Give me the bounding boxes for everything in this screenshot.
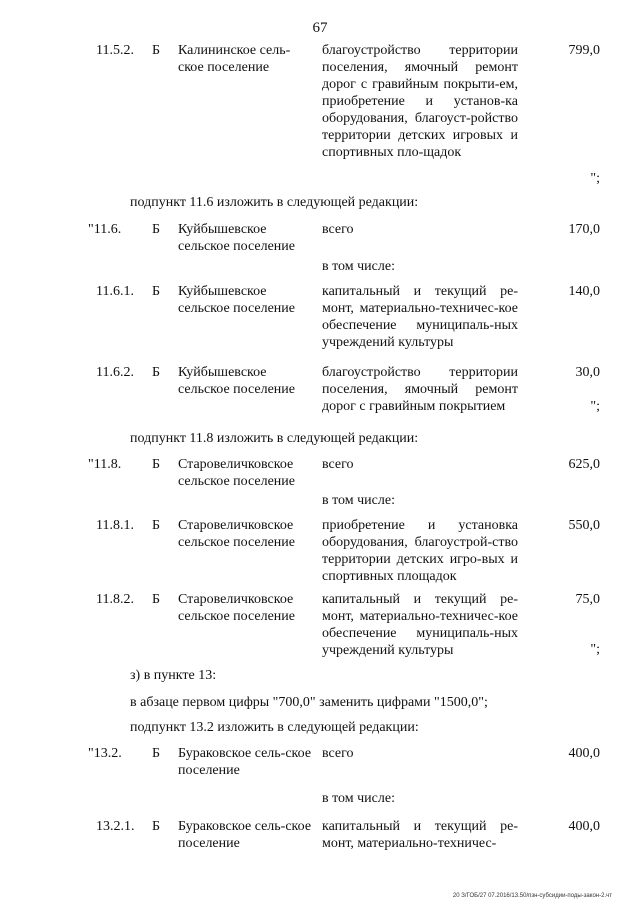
purpose-description: капитальный и текущий ре-монт, материально-техничес-кое обеспечение муниципаль-ных учреждений культуры [322, 284, 518, 350]
item-letter: Б [152, 457, 161, 472]
amount: 140,0 [568, 284, 600, 299]
amount: 75,0 [575, 592, 600, 607]
item-letter: Б [152, 365, 161, 380]
purpose-description: всего [322, 457, 354, 472]
settlement-name: Бураковское сель-ское поселение [178, 819, 312, 851]
item-number: 11.6.2. [96, 365, 134, 380]
settlement-name: Старовеличковское сельское поселение [178, 518, 295, 550]
amount: 799,0 [568, 43, 600, 58]
page-number: 67 [312, 20, 328, 36]
item-letter: Б [152, 222, 161, 237]
purpose-description: капитальный и текущий ре-монт, материально-техничес-кое обеспечение муниципаль-ных учреждений культуры [322, 592, 518, 658]
closing-quote: "; [590, 399, 600, 414]
settlement-name: Старовеличковское сельское поселение [178, 592, 295, 624]
subheading: в том числе: [322, 493, 395, 508]
subheading: в том числе: [322, 259, 395, 274]
item-number: 11.8.1. [96, 518, 134, 533]
closing-quote: "; [590, 642, 600, 657]
purpose-description: всего [322, 746, 354, 761]
item-number: "11.8. [88, 457, 122, 472]
purpose-description: благоустройство территории поселения, ямочный ремонт дорог с гравийным покрыти-ем, приобретение и установ-ка оборудования, благоуст-ройство территории детских игровых и спортивных пло-щадок [322, 43, 518, 160]
amount: 400,0 [568, 819, 600, 834]
item-letter: Б [152, 592, 161, 607]
amount: 30,0 [575, 365, 600, 380]
settlement-name: Куйбышевское сельское поселение [178, 222, 295, 254]
item-letter: Б [152, 518, 161, 533]
purpose-description: капитальный и текущий ре-монт, материально-техничес- [322, 819, 518, 851]
settlement-name: Калининское сель-ское поселение [178, 43, 291, 75]
item-number: 11.8.2. [96, 592, 134, 607]
paragraph: подпункт 11.6 изложить в следующей редакции: [130, 195, 419, 210]
item-letter: Б [152, 284, 161, 299]
item-letter: Б [152, 819, 161, 834]
item-number: "11.6. [88, 222, 122, 237]
item-number: "13.2. [88, 746, 122, 761]
settlement-name: Куйбышевское сельское поселение [178, 365, 295, 397]
closing-quote: "; [590, 171, 600, 186]
subheading: в том числе: [322, 791, 395, 806]
paragraph: подпункт 11.8 изложить в следующей редакции: [130, 431, 419, 446]
purpose-description: приобретение и установка оборудования, благоустрой-ство территории детских игро-вых и спортивных площадок [322, 518, 518, 584]
amount: 400,0 [568, 746, 600, 761]
settlement-name: Куйбышевское сельское поселение [178, 284, 295, 316]
paragraph: подпункт 13.2 изложить в следующей редакции: [130, 720, 419, 735]
purpose-description: благоустройство территории поселения, ямочный ремонт дорог с гравийным покрытием [322, 365, 518, 414]
settlement-name: Бураковское сель-ское поселение [178, 746, 312, 778]
settlement-name: Старовеличковское сельское поселение [178, 457, 295, 489]
item-number: 11.6.1. [96, 284, 134, 299]
amount: 625,0 [568, 457, 600, 472]
item-letter: Б [152, 746, 161, 761]
item-number: 13.2.1. [96, 819, 135, 834]
item-letter: Б [152, 43, 161, 58]
paragraph: в абзаце первом цифры "700,0" заменить цифрами "1500,0"; [130, 695, 488, 710]
amount: 170,0 [568, 222, 600, 237]
item-number: 11.5.2. [96, 43, 134, 58]
amount: 550,0 [568, 518, 600, 533]
footer-file-path: 20 З/ГОБ/27 07.2016/13.50/пзн-субсидии-поды-закон-2.чт [452, 893, 612, 899]
purpose-description: всего [322, 222, 354, 237]
paragraph: з) в пункте 13: [130, 668, 217, 683]
